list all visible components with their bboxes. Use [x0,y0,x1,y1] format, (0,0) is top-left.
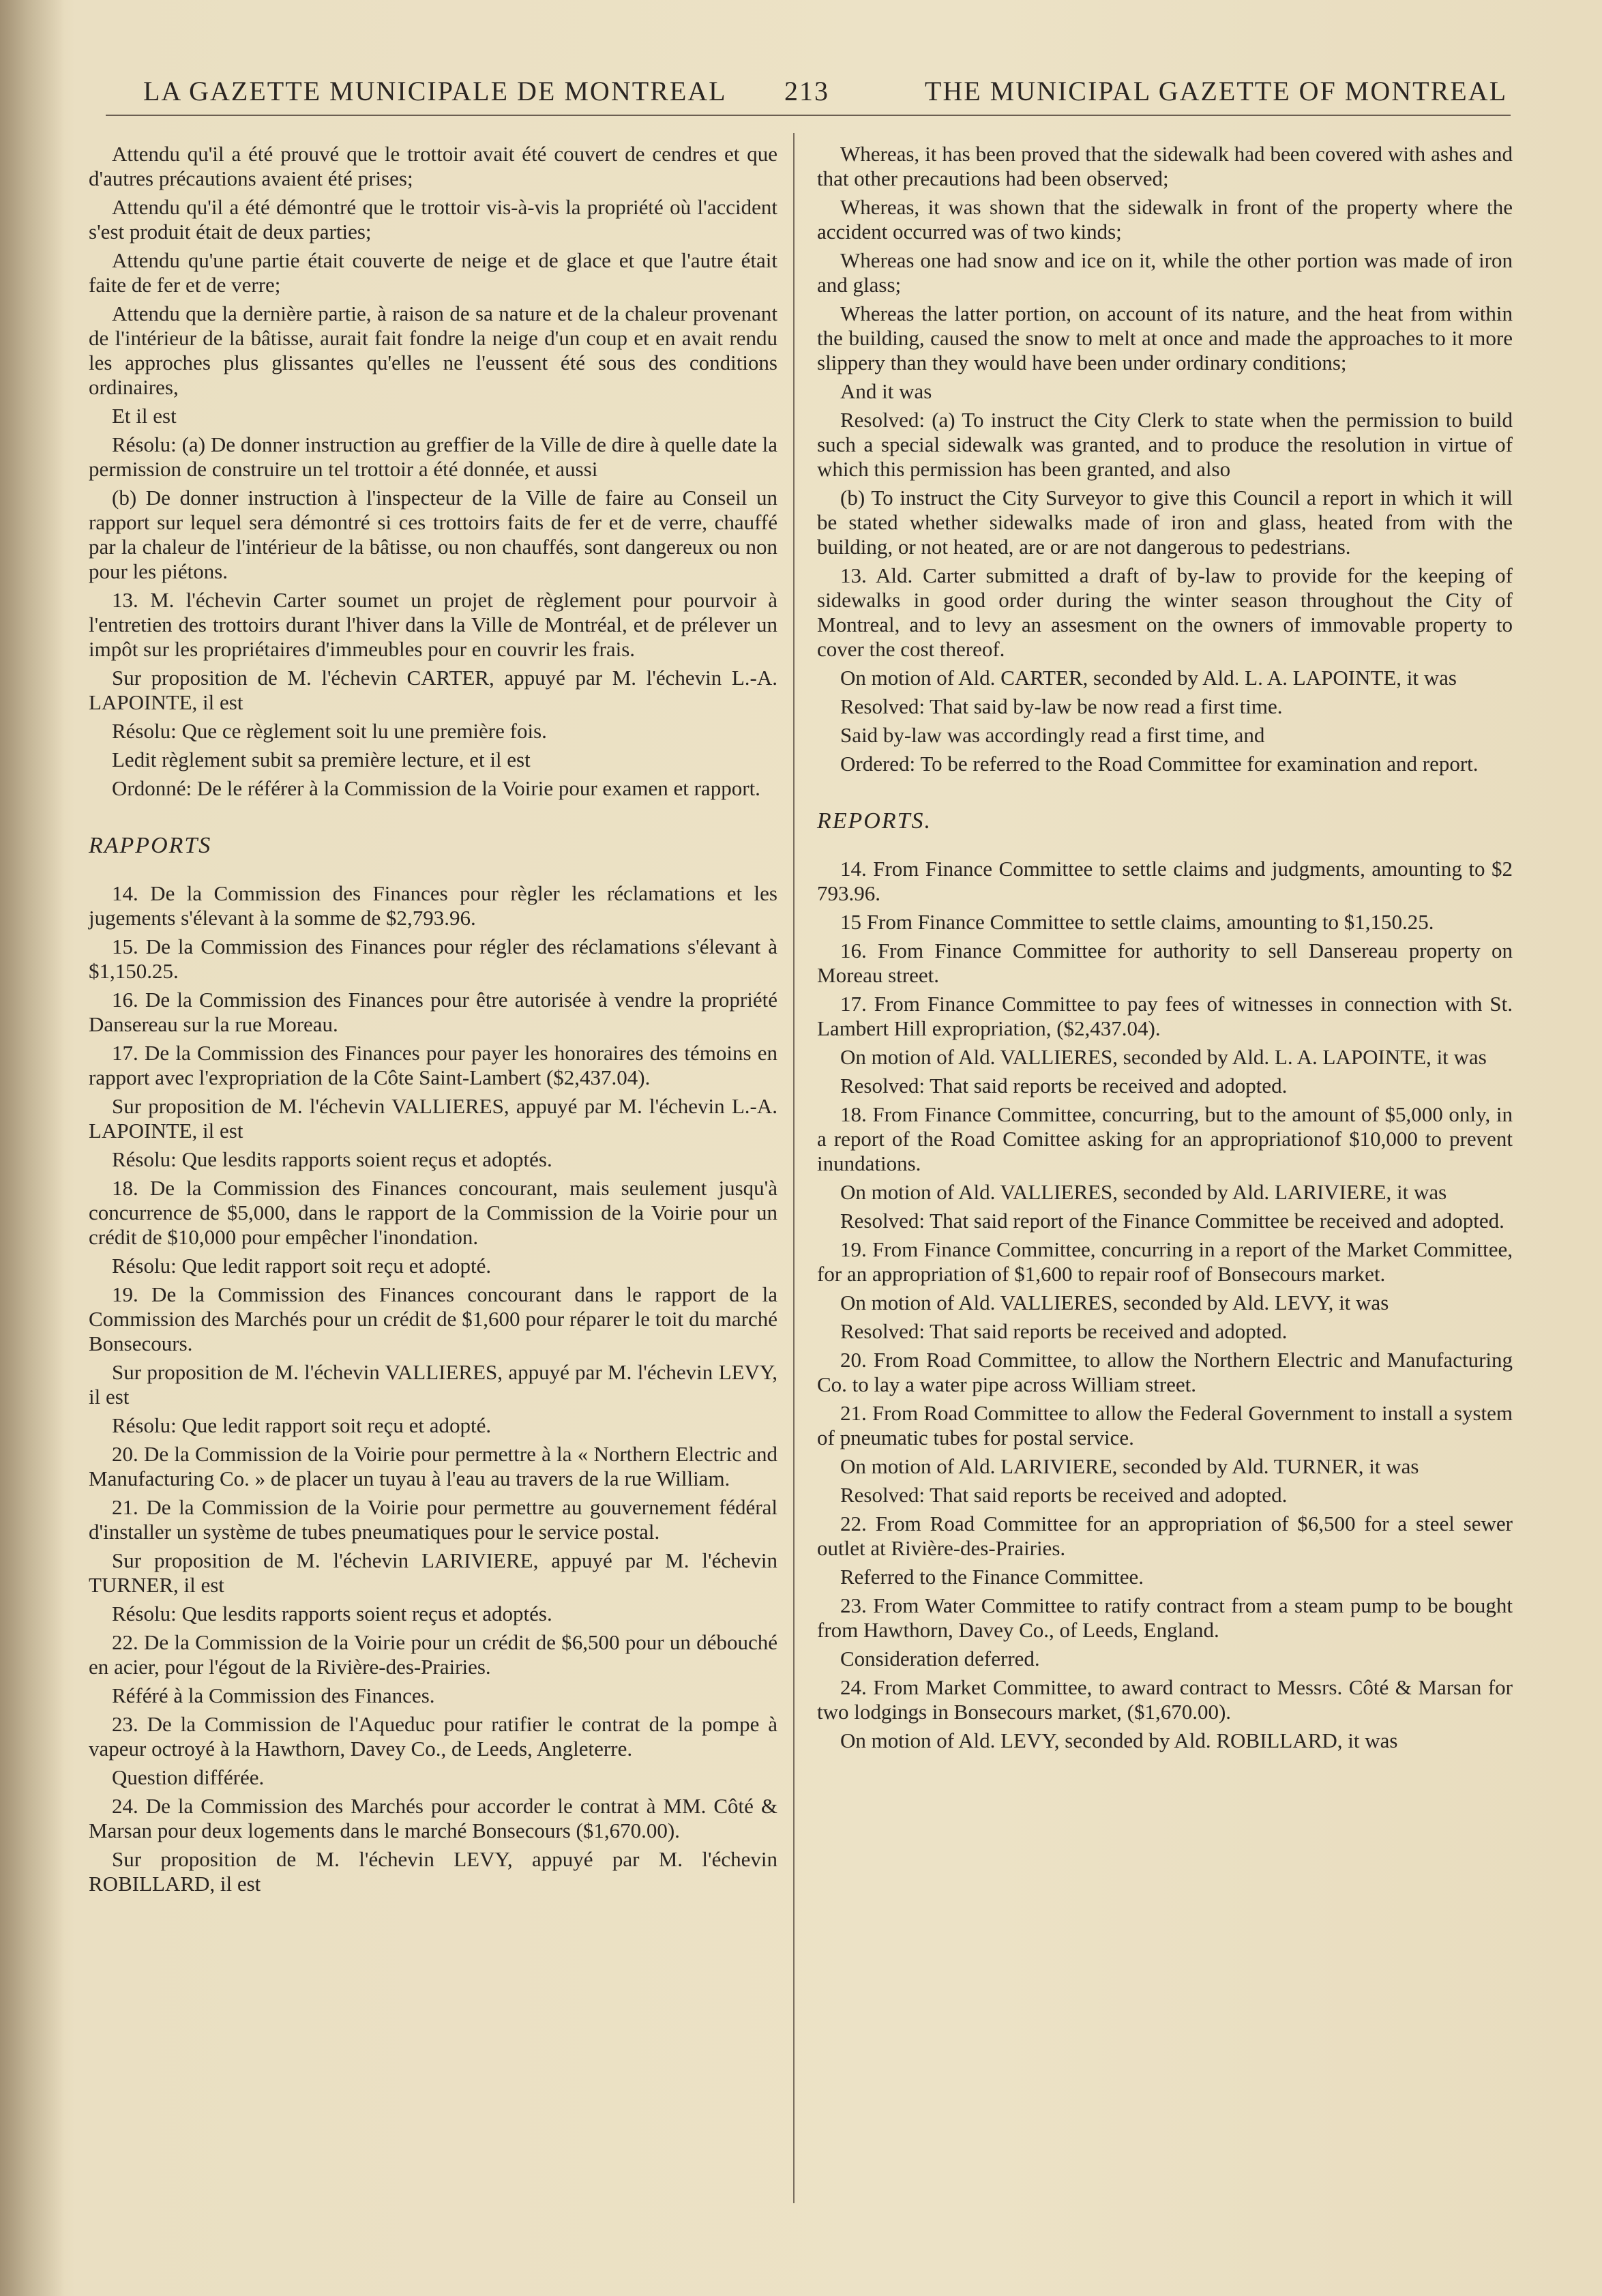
english-report-paragraph: Resolved: That said reports be received and adopted. [840,1319,1288,1343]
english-report-paragraph: Resolved: That said report of the Finance Committee be received and adopted. [840,1209,1504,1233]
french-report-paragraph: Sur proposition de M. l'échevin VALLIERES, appuyé par M. l'échevin LEVY, il est [89,1360,777,1409]
english-paragraph: Resolved: That said by-law be now read a first time. [840,694,1283,718]
french-paragraph: 13. M. l'échevin Carter soumet un projet de règlement pour pourvoir à l'entretien des trottoirs durant l'hiver dans la Ville de Montréal, et de prélever un impôt sur les propriétaires d'immeubles pour en couvrir les frais. [89,588,777,661]
english-paragraph: Whereas one had snow and ice on it, while the other portion was made of iron and glass; [817,248,1513,297]
english-report-paragraph: Resolved: That said reports be received and adopted. [840,1483,1288,1507]
french-paragraph: Ledit règlement subit sa première lecture, et il est [112,748,531,771]
french-report-paragraph: Question différée. [112,1765,265,1789]
english-report-paragraph: On motion of Ald. VALLIERES, seconded by Ald. L. A. LAPOINTE, it was [840,1045,1487,1069]
section-heading-rapports: RAPPORTS [89,833,212,858]
english-report-paragraph: 17. From Finance Committee to pay fees of witnesses in connection with St. Lambert Hill expropriation, ($2,437.04). [817,992,1513,1040]
french-report-paragraph: 14. De la Commission des Finances pour règler les réclamations et les jugements s'élevant à la somme de $2,793.96. [89,881,777,930]
english-report-paragraph: 20. From Road Committee, to allow the Northern Electric and Manufacturing Co. to lay a water pipe across William street. [817,1348,1513,1396]
french-paragraph: Résolu: (a) De donner instruction au greffier de la Ville de dire à quelle date la permission de construire un tel trottoir a été donnée, et aussi [89,432,777,481]
english-report-paragraph: Referred to the Finance Committee. [840,1565,1144,1589]
french-report-paragraph: 24. De la Commission des Marchés pour accorder le contrat à MM. Côté & Marsan pour deux logements dans le marché Bonsecours ($1,670.00). [89,1794,777,1842]
page-number: 213 [784,76,829,106]
english-paragraph: Resolved: (a) To instruct the City Clerk to state when the permission to build such a special sidewalk was granted, and to produce the resolution in virtue of which this permission has been granted, and also [817,408,1513,481]
english-paragraph: Said by-law was accordingly read a first time, and [840,723,1265,747]
french-report-paragraph: 19. De la Commission des Finances concourant dans le rapport de la Commission des Marchés pour un crédit de $1,600 pour réparer le toit du marché Bonsecours. [89,1282,777,1355]
french-report-paragraph: Sur proposition de M. l'échevin LARIVIERE, appuyé par M. l'échevin TURNER, il est [89,1548,777,1597]
header-english-title: THE MUNICIPAL GAZETTE OF MONTREAL [924,76,1507,106]
english-paragraph: Whereas the latter portion, on account of its nature, and the heat from within the building, caused the snow to melt at once and made the approaches to it more slippery than they would have been under ordinary conditions; [817,301,1513,374]
binding-shadow [0,0,65,2296]
english-report-paragraph: Resolved: That said reports be received and adopted. [840,1074,1288,1098]
french-report-paragraph: Sur proposition de M. l'échevin VALLIERES, appuyé par M. l'échevin L.-A. LAPOINTE, il est [89,1094,777,1143]
french-paragraph: Attendu qu'il a été démontré que le trottoir vis-à-vis la propriété où l'accident s'est produit était de deux parties; [89,195,777,244]
french-report-paragraph: Référé à la Commission des Finances. [112,1683,435,1707]
section-heading-reports: REPORTS. [817,808,932,834]
english-report-paragraph: On motion of Ald. VALLIERES, seconded by Ald. LARIVIERE, it was [840,1180,1447,1204]
french-column [89,142,777,1900]
french-report-paragraph: 23. De la Commission de l'Aqueduc pour ratifier le contrat de la pompe à vapeur octroyé à la Hawthorn, Davey Co., de Leeds, Angleterre. [89,1712,777,1761]
french-report-paragraph: 21. De la Commission de la Voirie pour permettre au gouvernement fédéral d'installer un système de tubes pneumatiques pour le service postal. [89,1495,777,1544]
english-paragraph: Whereas, it was shown that the sidewalk in front of the property where the accident occurred was of two kinds; [817,195,1513,244]
french-paragraph: Résolu: Que ce règlement soit lu une première fois. [112,719,547,743]
english-report-paragraph: 24. From Market Committee, to award contract to Messrs. Côté & Marsan for two lodgings in Bonsecours market, ($1,670.00). [817,1675,1513,1724]
english-report-paragraph: On motion of Ald. VALLIERES, seconded by Ald. LEVY, it was [840,1291,1389,1314]
english-report-paragraph: 19. From Finance Committee, concurring in a report of the Market Committee, for an appropriation of $1,600 to repair roof of Bonsecours market. [817,1237,1513,1286]
french-report-paragraph: 20. De la Commission de la Voirie pour permettre à la « Northern Electric and Manufacturing Co. » de placer un tuyau à l'eau au travers de la rue William. [89,1442,777,1490]
french-report-paragraph: 16. De la Commission des Finances pour être autorisée à vendre la propriété Dansereau sur la rue Moreau. [89,988,777,1036]
french-report-paragraph: 15. De la Commission des Finances pour régler des réclamations s'élevant à $1,150.25. [89,934,777,983]
french-paragraph: Ordonné: De le référer à la Commission de la Voirie pour examen et rapport. [112,776,760,800]
english-column [817,142,1513,1757]
english-paragraph: On motion of Ald. CARTER, seconded by Ald. L. A. LAPOINTE, it was [840,666,1457,690]
french-paragraph: Et il est [112,404,177,428]
french-report-paragraph: Résolu: Que ledit rapport soit reçu et adopté. [112,1254,492,1278]
french-paragraph: Attendu qu'une partie était couverte de neige et de glace et que l'autre était faite de fer et de verre; [89,248,777,297]
header-rule [106,115,1511,116]
french-report-paragraph: Résolu: Que lesdits rapports soient reçus et adoptés. [112,1602,552,1625]
header-french-title: LA GAZETTE MUNICIPALE DE MONTREAL [143,76,727,106]
english-report-paragraph: 15 From Finance Committee to settle claims, amounting to $1,150.25. [840,910,1434,934]
english-paragraph: (b) To instruct the City Surveyor to give this Council a report in which it will be stated whether sidewalks made of iron and glass, heated from with the building, or not heated, are or are not dangerous to pedestrians. [817,486,1513,559]
french-report-paragraph: 22. De la Commission de la Voirie pour un crédit de $6,500 pour un débouché en acier, pour l'égout de la Rivière-des-Prairies. [89,1630,777,1679]
english-report-paragraph: Consideration deferred. [840,1647,1040,1671]
french-report-paragraph: 17. De la Commission des Finances pour payer les honoraires des témoins en rapport avec l'expropriation de la Côte Saint-Lambert ($2,437.04). [89,1041,777,1089]
column-divider [793,133,795,2203]
english-report-paragraph: 23. From Water Committee to ratify contract from a steam pump to be bought from Hawthorn, Davey Co., of Leeds, England. [817,1593,1513,1642]
english-report-paragraph: On motion of Ald. LARIVIERE, seconded by Ald. TURNER, it was [840,1454,1419,1478]
english-report-paragraph: 22. From Road Committee for an appropriation of $6,500 for a steel sewer outlet at Rivière-des-Prairies. [817,1512,1513,1560]
english-paragraph: And it was [840,379,932,403]
french-report-paragraph: Résolu: Que lesdits rapports soient reçus et adoptés. [112,1147,552,1171]
english-paragraph: 13. Ald. Carter submitted a draft of by-law to provide for the keeping of sidewalks in good order during the winter season throughout the City of Montreal, and to levy an assesment on the owners of immovable property to cover the cost thereof. [817,563,1513,661]
page-header [102,68,1507,116]
english-report-paragraph: 21. From Road Committee to allow the Federal Government to install a system of pneumatic tubes for postal service. [817,1401,1513,1449]
english-report-paragraph: 18. From Finance Committee, concurring, but to the amount of $5,000 only, in a report of the Road Comittee asking for an appropriationof $10,000 to prevent inundations. [817,1102,1513,1175]
english-report-paragraph: 16. From Finance Committee for authority to sell Dansereau property on Moreau street. [817,939,1513,987]
english-report-paragraph: 14. From Finance Committee to settle claims and judgments, amounting to $2 793.96. [817,857,1513,905]
french-report-paragraph: 18. De la Commission des Finances concourant, mais seulement jusqu'à concurrence de $5,000, dans le rapport de la Commission de la Voirie pour un crédit de $10,000 pour empêcher l'inondation. [89,1176,777,1249]
french-report-paragraph: Résolu: Que ledit rapport soit reçu et adopté. [112,1413,492,1437]
english-paragraph: Ordered: To be referred to the Road Committee for examination and report. [840,752,1479,776]
english-report-paragraph: On motion of Ald. LEVY, seconded by Ald. ROBILLARD, it was [840,1728,1398,1752]
french-paragraph: Sur proposition de M. l'échevin CARTER, appuyé par M. l'échevin L.-A. LAPOINTE, il est [89,666,777,714]
english-paragraph: Whereas, it has been proved that the sidewalk had been covered with ashes and that other precautions had been observed; [817,142,1513,190]
french-paragraph: Attendu qu'il a été prouvé que le trottoir avait été couvert de cendres et que d'autres précautions avaient été prises; [89,142,777,190]
french-paragraph: (b) De donner instruction à l'inspecteur de la Ville de faire au Conseil un rapport sur lequel sera démontré si ces trottoirs faits de fer et de verre, chauffé par la chaleur de l'intérieur de la bâtisse, ou non chauffés, sont dangereux ou non pour les piétons. [89,486,777,583]
french-paragraph: Attendu que la dernière partie, à raison de sa nature et de la chaleur provenant de l'intérieur de la bâtisse, aurait fait fondre la neige d'un coup et en avait rendu les approches plus glissantes qu'elles ne l'eussent été sous des conditions ordinaires, [89,301,777,399]
french-report-paragraph: Sur proposition de M. l'échevin LEVY, appuyé par M. l'échevin ROBILLARD, il est [89,1847,777,1896]
